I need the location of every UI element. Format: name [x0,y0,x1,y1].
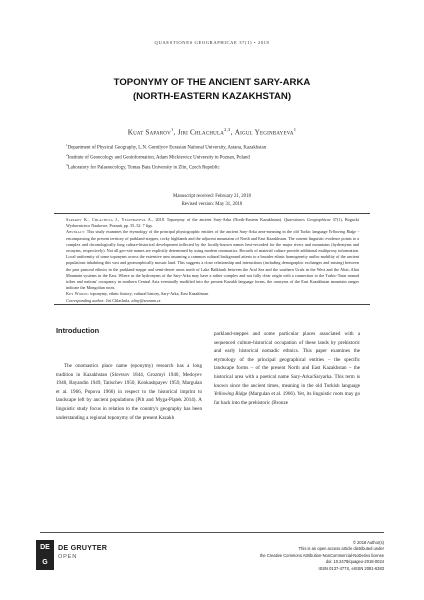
citation [66,217,359,229]
affiliation-3 [66,162,366,172]
body-paragraph: The onomastics place name (eponymy) research has a long tradition in Kazakhstan (Slovtsov 1844, Grozmyi 1940, Medoyev 1948, Bayandin 1949, Tatischev 1950, Konkashpayev 1959, Margulan et al. 1966, Popova 1966) in respect to the historical imprint to landscape left by ancient populations (Pilt and Myga-Piątek 2014). A linguistic study focus in relation to the country's geography has been understanding a regional toponymy of the present Kazakh [56,363,202,421]
abstract-section [66,217,359,304]
author-separator: , [230,128,235,137]
doi-link[interactable]: doi: 10.2478/quageo-2018-0024 [325,559,384,565]
logo-mark-top: DE [40,544,50,551]
citation-title: 2018. Toponymy of the ancient Sary-Arka (North-Eastern Kazakhstan). [153,217,283,222]
footer-rule [40,532,384,533]
author-3: Aigul Yeginbayeva [234,128,294,137]
affiliation-2 [66,152,366,162]
corresponding-email-link[interactable]: altay@seznam.cz [131,297,161,303]
copyright-notice [206,540,384,572]
abstract-top-rule [54,213,370,214]
title-line-2: (NORTH-EASTERN KAZAKHSTAN) [132,91,292,102]
author-separator: , [173,128,178,137]
corresponding-author [66,298,359,304]
abstract-label: Abstract: [66,229,86,235]
issn-line: ISSN 0137-477X, eISSN 2081-6383 [318,565,384,571]
license-link[interactable]: the Creative Commons Attribution-NonCommercial-NoDerivs license [260,552,384,558]
author-2-affil: 2,3 [224,127,231,132]
citation-journal: Quaestiones Geographicae [284,217,331,222]
affiliation-2-text: Institute of Geoecology and Geoinformation, Adam Mickiewicz University in Poznan, Poland [67,155,250,161]
keywords-text: toponymy, ethnic history, cultural history, Sary-Arka, East Kazakhstan [89,291,209,297]
author-2: Jiri Chlachula [177,128,225,137]
author-1-affil: 1 [170,127,174,132]
abstract-bottom-rule [54,304,370,305]
affiliations [66,142,366,172]
running-head: QUAESTIONES GEOGRAPHICAE 37(1) • 2018 [154,40,270,45]
corresponding-label: Corresponding author: [66,297,105,303]
abstract [66,229,359,291]
citation-authors: Saparov K., Chlachula J., Yeginbayeva A., [66,217,154,222]
affiliation-2-number: 2 [66,153,68,158]
license-line: This is an open access article distributed under [298,546,384,552]
affiliation-3-text: Laboratory for Palaeoecology, Tomas Bata University in Zlin, Czech Republic [67,165,220,171]
body-text: parkland-steppes and some particular places associated with a sequenced culture-historical occupation of these lands by prehistoric and early historical nomadic ethnics. This paper examines the etymology of the principal geographical entities – the specific landscape forms – of the present North and East Kazakhstan – the historical area with a poetical name Sary-Arka/Saryarka. This term is known since the ancient times, meaning in the old Turkish language [214,331,360,389]
logo-mark [36,540,54,570]
article-title [40,76,384,104]
affiliation-1 [66,142,366,152]
body-text-continued: (Margulan et al. 1966). Yet, its linguistic roots may go far back into the prehistoric (Bronze [214,391,360,406]
logo-wordmark: DE GRUYTER [58,543,108,552]
received-date: Manuscript received: February 21, 2018 [173,194,251,199]
author-list [40,127,384,136]
title-line-1: TOPONYMY OF THE ANCIENT SARY-ARKA [113,77,311,88]
body-term: Yellowing Ridge [214,391,248,398]
copyright-line: © 2018 Author(s) [352,540,384,545]
abstract-term: Yellowing Ridge [328,229,357,235]
body-column-left [56,362,202,422]
keywords-label: Key Words: [66,291,90,297]
revised-date: Revised version: May 31, 2018 [181,201,243,207]
citation-details: 37(1), Bogucki Wydawnictwo Naukowe, Poznań, pp. 35–52. 7 figs. [66,217,360,229]
body-column-right [214,330,360,407]
author-3-affil: 1 [293,127,297,132]
logo-mark-bottom: G [42,559,48,566]
body-paragraph-continued [214,330,360,407]
logo-open-label: OPEN [58,554,78,560]
affiliation-1-number: 1 [66,143,68,147]
abstract-text-continued: -encompassing the present territory of parkland-steppes, rocky highlands and the adjacent mountains of North and East Kazakhstan. The current linguistic evidence points to a complex and chronologically long culture-historical development inflected by the locally-known names best-recorded for the major rivers and mountains (hydronyms and oronyms, respectively). Not all geo-site names are explicitly determined by using modern onomastics. Records of material culture provide additional multiproxy information. Local uniformity of some toponyms across the extensive area assuming a common cultural background attests to a broader ethnic homogeneity and/or mobility of the ancient populations inhabiting this vast and geomorphically mosaic land. This suggests a close relationship and interactions (including demographic exchanges and mixing) between the past pastoral ethnics in the parkland-steppe and semi-desert areas north of Lake Balkhash between the Aral Sea and the southern Urals in the West and the Altai–Altai Mountain systems in the East. Where as the hydronyms of the Sary-Arka may have a rather complex and not fully clear origin with a connection to the Turkic-Tatar nomad tribes and nations' occupancy in northern Central Asia eventually modified into the present Kazakh language forms, the oronyms of the East Kazakhstan mountain ranges indicate the Mongolian roots. [66,229,359,291]
affiliation-1-text: Department of Physical Geography, L.N. Gumilyov Eurasian National University, Astana, Kazakhstan [67,145,267,151]
section-heading-introduction: Introduction [56,326,100,335]
author-1: Kuat Saparov [127,128,171,137]
affiliation-3-number: 3 [66,163,68,168]
publisher-logo [36,540,108,574]
manuscript-dates [40,193,384,208]
abstract-text: This study examines the etymology of the principal physiographic entities of the ancient Sary-Arka area-meaning in the old Turkic language [85,229,329,235]
corresponding-name: Jiri Chlachula, [104,297,132,303]
